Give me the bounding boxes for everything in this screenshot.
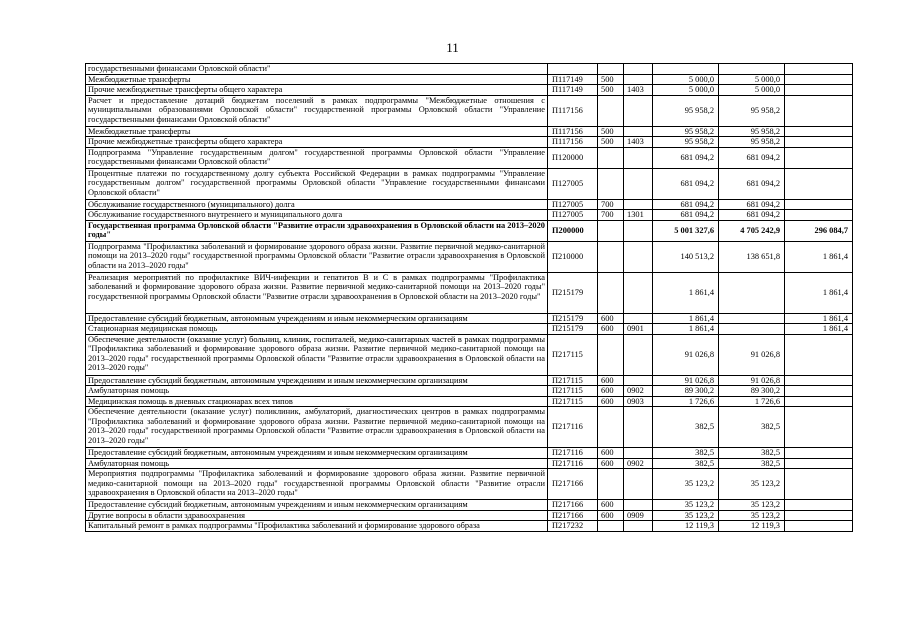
row-amount-total: 95 958,2 — [653, 126, 719, 137]
table-row — [86, 126, 853, 137]
table-row — [86, 510, 853, 521]
row-amount-federal — [785, 210, 853, 221]
row-amount-regional: 382,5 — [719, 458, 785, 469]
row-description: Межбюджетные трансферты — [86, 126, 548, 137]
row-amount-regional: 1 726,6 — [719, 396, 785, 407]
row-section-code: 1301 — [624, 210, 653, 221]
row-target-code: П217232 — [548, 521, 598, 532]
table-row — [86, 272, 853, 313]
row-target-code — [548, 64, 598, 75]
row-amount-total: 95 958,2 — [653, 137, 719, 148]
row-expense-type: 500 — [598, 85, 624, 96]
row-expense-type — [598, 272, 624, 313]
row-target-code: П217115 — [548, 396, 598, 407]
row-description: Обеспечение деятельности (оказание услуг) больниц, клиник, госпиталей, медико-санитарных частей в рамках подпрограммы "Профилактика заболеваний и формирование здорового образа жизни. Развитие первичной медико-санитарной помощи на 2013–2020 годы" государственной программы Орловской области "Развитие отрасли здравоохранения в Орловской области на 2013–2020 годы" — [86, 334, 548, 375]
row-amount-regional: 4 705 242,9 — [719, 220, 785, 241]
row-amount-regional: 12 119,3 — [719, 521, 785, 532]
row-target-code: П210000 — [548, 241, 598, 272]
row-expense-type — [598, 220, 624, 241]
row-amount-total: 5 000,0 — [653, 85, 719, 96]
row-description: Государственная программа Орловской области "Развитие отрасли здравоохранения в Орловской области на 2013–2020 годы" — [86, 220, 548, 241]
row-expense-type — [598, 147, 624, 168]
row-amount-federal — [785, 521, 853, 532]
row-amount-federal — [785, 396, 853, 407]
table-row — [86, 241, 853, 272]
table-row — [86, 199, 853, 210]
row-amount-regional: 91 026,8 — [719, 334, 785, 375]
budget-table — [85, 63, 853, 532]
row-amount-federal — [785, 386, 853, 397]
row-amount-federal — [785, 407, 853, 448]
row-amount-regional — [719, 272, 785, 313]
row-target-code: П117149 — [548, 74, 598, 85]
row-description: государственными финансами Орловской области" — [86, 64, 548, 75]
row-amount-federal — [785, 448, 853, 459]
row-description: Амбулаторная помощь — [86, 458, 548, 469]
row-amount-federal — [785, 469, 853, 500]
row-expense-type — [598, 95, 624, 126]
row-section-code — [624, 407, 653, 448]
row-description: Другие вопросы в области здравоохранения — [86, 510, 548, 521]
row-expense-type — [598, 334, 624, 375]
row-amount-regional: 681 094,2 — [719, 168, 785, 199]
row-description: Предоставление субсидий бюджетным, автономным учреждениям и иным некоммерческим организациям — [86, 500, 548, 511]
row-expense-type: 600 — [598, 313, 624, 324]
row-target-code: П127005 — [548, 210, 598, 221]
row-expense-type: 500 — [598, 126, 624, 137]
row-amount-total: 35 123,2 — [653, 469, 719, 500]
row-amount-regional: 681 094,2 — [719, 210, 785, 221]
row-amount-total: 5 000,0 — [653, 74, 719, 85]
row-description: Подпрограмма "Профилактика заболеваний и формирование здорового образа жизни. Развитие первичной медико-санитарной помощи на 2013–2020 годы" государственной программы Орловской области "Развитие отрасли здравоохранения в Орловской области на 2013–2020 годы" — [86, 241, 548, 272]
row-amount-total: 91 026,8 — [653, 334, 719, 375]
row-amount-regional: 91 026,8 — [719, 375, 785, 386]
row-amount-total: 382,5 — [653, 407, 719, 448]
row-target-code: П127005 — [548, 199, 598, 210]
row-amount-regional — [719, 313, 785, 324]
row-amount-federal — [785, 126, 853, 137]
row-description: Предоставление субсидий бюджетным, автономным учреждениям и иным некоммерческим организациям — [86, 375, 548, 386]
row-description: Предоставление субсидий бюджетным, автономным учреждениям и иным некоммерческим организациям — [86, 448, 548, 459]
table-row — [86, 64, 853, 75]
row-amount-federal — [785, 147, 853, 168]
row-amount-federal — [785, 64, 853, 75]
row-amount-federal: 296 084,7 — [785, 220, 853, 241]
row-target-code: П217116 — [548, 407, 598, 448]
row-expense-type: 600 — [598, 324, 624, 335]
row-amount-regional: 95 958,2 — [719, 126, 785, 137]
row-description: Обеспечение деятельности (оказание услуг) поликлиник, амбулаторий, диагностических центров в рамках подпрограммы "Профилактика заболеваний и формирование здорового образа жизни. Развитие первичной медико-санитарной помощи на 2013–2020 годы" государственной программы Орловской области "Развитие отрасли здравоохранения в Орловской области на 2013–2020 годы" — [86, 407, 548, 448]
row-section-code — [624, 375, 653, 386]
row-amount-total: 140 513,2 — [653, 241, 719, 272]
row-amount-total: 681 094,2 — [653, 147, 719, 168]
row-amount-total: 382,5 — [653, 448, 719, 459]
row-amount-total: 1 861,4 — [653, 324, 719, 335]
row-description: Межбюджетные трансферты — [86, 74, 548, 85]
row-amount-federal — [785, 510, 853, 521]
row-amount-federal — [785, 95, 853, 126]
row-amount-federal — [785, 375, 853, 386]
row-section-code — [624, 95, 653, 126]
row-section-code — [624, 64, 653, 75]
row-section-code — [624, 448, 653, 459]
row-amount-total: 35 123,2 — [653, 510, 719, 521]
row-section-code: 0902 — [624, 458, 653, 469]
row-amount-federal — [785, 458, 853, 469]
row-amount-federal — [785, 199, 853, 210]
row-description: Обслуживание государственного (муниципального) долга — [86, 199, 548, 210]
table-row — [86, 85, 853, 96]
row-description: Медицинская помощь в дневных стационарах всех типов — [86, 396, 548, 407]
row-expense-type: 600 — [598, 386, 624, 397]
row-target-code: П217115 — [548, 386, 598, 397]
row-amount-federal — [785, 334, 853, 375]
row-expense-type: 600 — [598, 396, 624, 407]
table-row — [86, 500, 853, 511]
row-amount-total: 681 094,2 — [653, 168, 719, 199]
row-amount-regional: 89 300,2 — [719, 386, 785, 397]
row-section-code — [624, 469, 653, 500]
row-expense-type — [598, 521, 624, 532]
table-row — [86, 458, 853, 469]
row-amount-total: 89 300,2 — [653, 386, 719, 397]
row-amount-regional: 95 958,2 — [719, 137, 785, 148]
table-row — [86, 168, 853, 199]
row-target-code: П200000 — [548, 220, 598, 241]
row-description: Мероприятия подпрограммы "Профилактика заболеваний и формирование здорового образа жизни. Развитие первичной медико-санитарной помощи на 2013–2020 годы" государственной программы Орловской области "Развитие отрасли здравоохранения в Орловской области на 2013–2020 годы" — [86, 469, 548, 500]
row-amount-regional: 681 094,2 — [719, 147, 785, 168]
row-amount-total: 1 861,4 — [653, 313, 719, 324]
row-target-code: П215179 — [548, 313, 598, 324]
row-target-code: П117156 — [548, 126, 598, 137]
row-section-code: 1403 — [624, 85, 653, 96]
table-row — [86, 448, 853, 459]
row-target-code: П217115 — [548, 375, 598, 386]
table-row — [86, 469, 853, 500]
row-section-code — [624, 334, 653, 375]
row-section-code — [624, 500, 653, 511]
row-amount-total: 1 861,4 — [653, 272, 719, 313]
row-amount-federal — [785, 85, 853, 96]
row-description: Процентные платежи по государственному долгу субъекта Российской Федерации в рамках подпрограммы "Управление государственным долгом" государственной программы Орловской области "Управление государственными финансами Орловской области" — [86, 168, 548, 199]
row-amount-regional: 35 123,2 — [719, 510, 785, 521]
row-amount-total: 681 094,2 — [653, 210, 719, 221]
row-amount-federal — [785, 500, 853, 511]
row-section-code — [624, 147, 653, 168]
row-description: Прочие межбюджетные трансферты общего характера — [86, 137, 548, 148]
table-row — [86, 521, 853, 532]
row-description: Капитальный ремонт в рамках подпрограммы "Профилактика заболеваний и формирование здорового образа — [86, 521, 548, 532]
table-row — [86, 386, 853, 397]
row-target-code: П217116 — [548, 448, 598, 459]
row-expense-type: 500 — [598, 74, 624, 85]
table-row — [86, 324, 853, 335]
row-target-code: П217166 — [548, 500, 598, 511]
table-row — [86, 74, 853, 85]
row-section-code — [624, 74, 653, 85]
row-amount-total: 681 094,2 — [653, 199, 719, 210]
table-row — [86, 95, 853, 126]
row-target-code: П217115 — [548, 334, 598, 375]
row-amount-total: 382,5 — [653, 458, 719, 469]
row-amount-regional — [719, 324, 785, 335]
row-expense-type: 700 — [598, 210, 624, 221]
row-expense-type — [598, 407, 624, 448]
row-expense-type — [598, 241, 624, 272]
row-target-code: П217166 — [548, 510, 598, 521]
row-target-code: П117156 — [548, 137, 598, 148]
row-description: Подпрограмма "Управление государственным долгом" государственной программы Орловской области "Управление государственными финансами Орловской области" — [86, 147, 548, 168]
row-amount-regional: 95 958,2 — [719, 95, 785, 126]
row-section-code: 0909 — [624, 510, 653, 521]
row-description: Амбулаторная помощь — [86, 386, 548, 397]
row-section-code — [624, 241, 653, 272]
row-section-code: 0902 — [624, 386, 653, 397]
row-amount-regional: 138 651,8 — [719, 241, 785, 272]
row-target-code: П117156 — [548, 95, 598, 126]
row-amount-total: 1 726,6 — [653, 396, 719, 407]
row-section-code: 1403 — [624, 137, 653, 148]
row-section-code — [624, 313, 653, 324]
row-target-code: П215179 — [548, 272, 598, 313]
row-target-code: П120000 — [548, 147, 598, 168]
row-amount-federal — [785, 74, 853, 85]
row-target-code: П215179 — [548, 324, 598, 335]
row-expense-type: 700 — [598, 199, 624, 210]
row-amount-regional: 681 094,2 — [719, 199, 785, 210]
row-expense-type — [598, 64, 624, 75]
row-amount-total: 5 001 327,6 — [653, 220, 719, 241]
row-amount-total: 12 119,3 — [653, 521, 719, 532]
row-amount-regional: 382,5 — [719, 448, 785, 459]
row-amount-federal: 1 861,4 — [785, 241, 853, 272]
row-target-code: П117149 — [548, 85, 598, 96]
page-number: 11 — [446, 40, 459, 55]
row-amount-regional: 382,5 — [719, 407, 785, 448]
row-target-code: П217116 — [548, 458, 598, 469]
row-section-code — [624, 521, 653, 532]
row-section-code — [624, 199, 653, 210]
row-amount-total — [653, 64, 719, 75]
row-amount-regional: 5 000,0 — [719, 85, 785, 96]
row-expense-type: 600 — [598, 375, 624, 386]
row-amount-regional: 35 123,2 — [719, 500, 785, 511]
table-row — [86, 334, 853, 375]
row-amount-total: 91 026,8 — [653, 375, 719, 386]
row-expense-type: 600 — [598, 448, 624, 459]
row-expense-type: 600 — [598, 458, 624, 469]
row-section-code: 0903 — [624, 396, 653, 407]
row-description: Предоставление субсидий бюджетным, автономным учреждениям и иным некоммерческим организациям — [86, 313, 548, 324]
row-description: Прочие межбюджетные трансферты общего характера — [86, 85, 548, 96]
table-row — [86, 313, 853, 324]
table-row — [86, 407, 853, 448]
row-expense-type — [598, 469, 624, 500]
table-row — [86, 137, 853, 148]
row-amount-regional: 5 000,0 — [719, 74, 785, 85]
row-section-code: 0901 — [624, 324, 653, 335]
row-expense-type — [598, 168, 624, 199]
row-section-code — [624, 126, 653, 137]
row-amount-federal — [785, 137, 853, 148]
row-amount-total: 35 123,2 — [653, 500, 719, 511]
row-amount-federal: 1 861,4 — [785, 272, 853, 313]
row-section-code — [624, 220, 653, 241]
row-amount-federal: 1 861,4 — [785, 313, 853, 324]
row-target-code: П127005 — [548, 168, 598, 199]
row-description: Стационарная медицинская помощь — [86, 324, 548, 335]
budget-table-body — [86, 64, 853, 532]
row-description: Обслуживание государственного внутреннего и муниципального долга — [86, 210, 548, 221]
table-row — [86, 375, 853, 386]
row-amount-federal: 1 861,4 — [785, 324, 853, 335]
table-row — [86, 396, 853, 407]
row-description: Реализация мероприятий по профилактике ВИЧ-инфекции и гепатитов В и С в рамках подпрограммы "Профилактика заболеваний и формирование здорового образа жизни. Развитие первичной медико-санитарной помощи на 2013–2020 годы" государственной программы Орловской области "Развитие отрасли здравоохранения в Орловской области на 2013–2020 годы" — [86, 272, 548, 313]
row-expense-type: 600 — [598, 510, 624, 521]
table-row — [86, 147, 853, 168]
row-amount-regional: 35 123,2 — [719, 469, 785, 500]
row-expense-type: 600 — [598, 500, 624, 511]
row-amount-federal — [785, 168, 853, 199]
row-section-code — [624, 168, 653, 199]
row-amount-regional — [719, 64, 785, 75]
row-target-code: П217166 — [548, 469, 598, 500]
row-description: Расчет и предоставление дотаций бюджетам поселений в рамках подпрограммы "Межбюджетные отношения с муниципальными образованиями Орловской области" государственной программы Орловской области "Управление государственными финансами Орловской области" — [86, 95, 548, 126]
table-row — [86, 220, 853, 241]
table-row — [86, 210, 853, 221]
row-section-code — [624, 272, 653, 313]
row-expense-type: 500 — [598, 137, 624, 148]
row-amount-total: 95 958,2 — [653, 95, 719, 126]
